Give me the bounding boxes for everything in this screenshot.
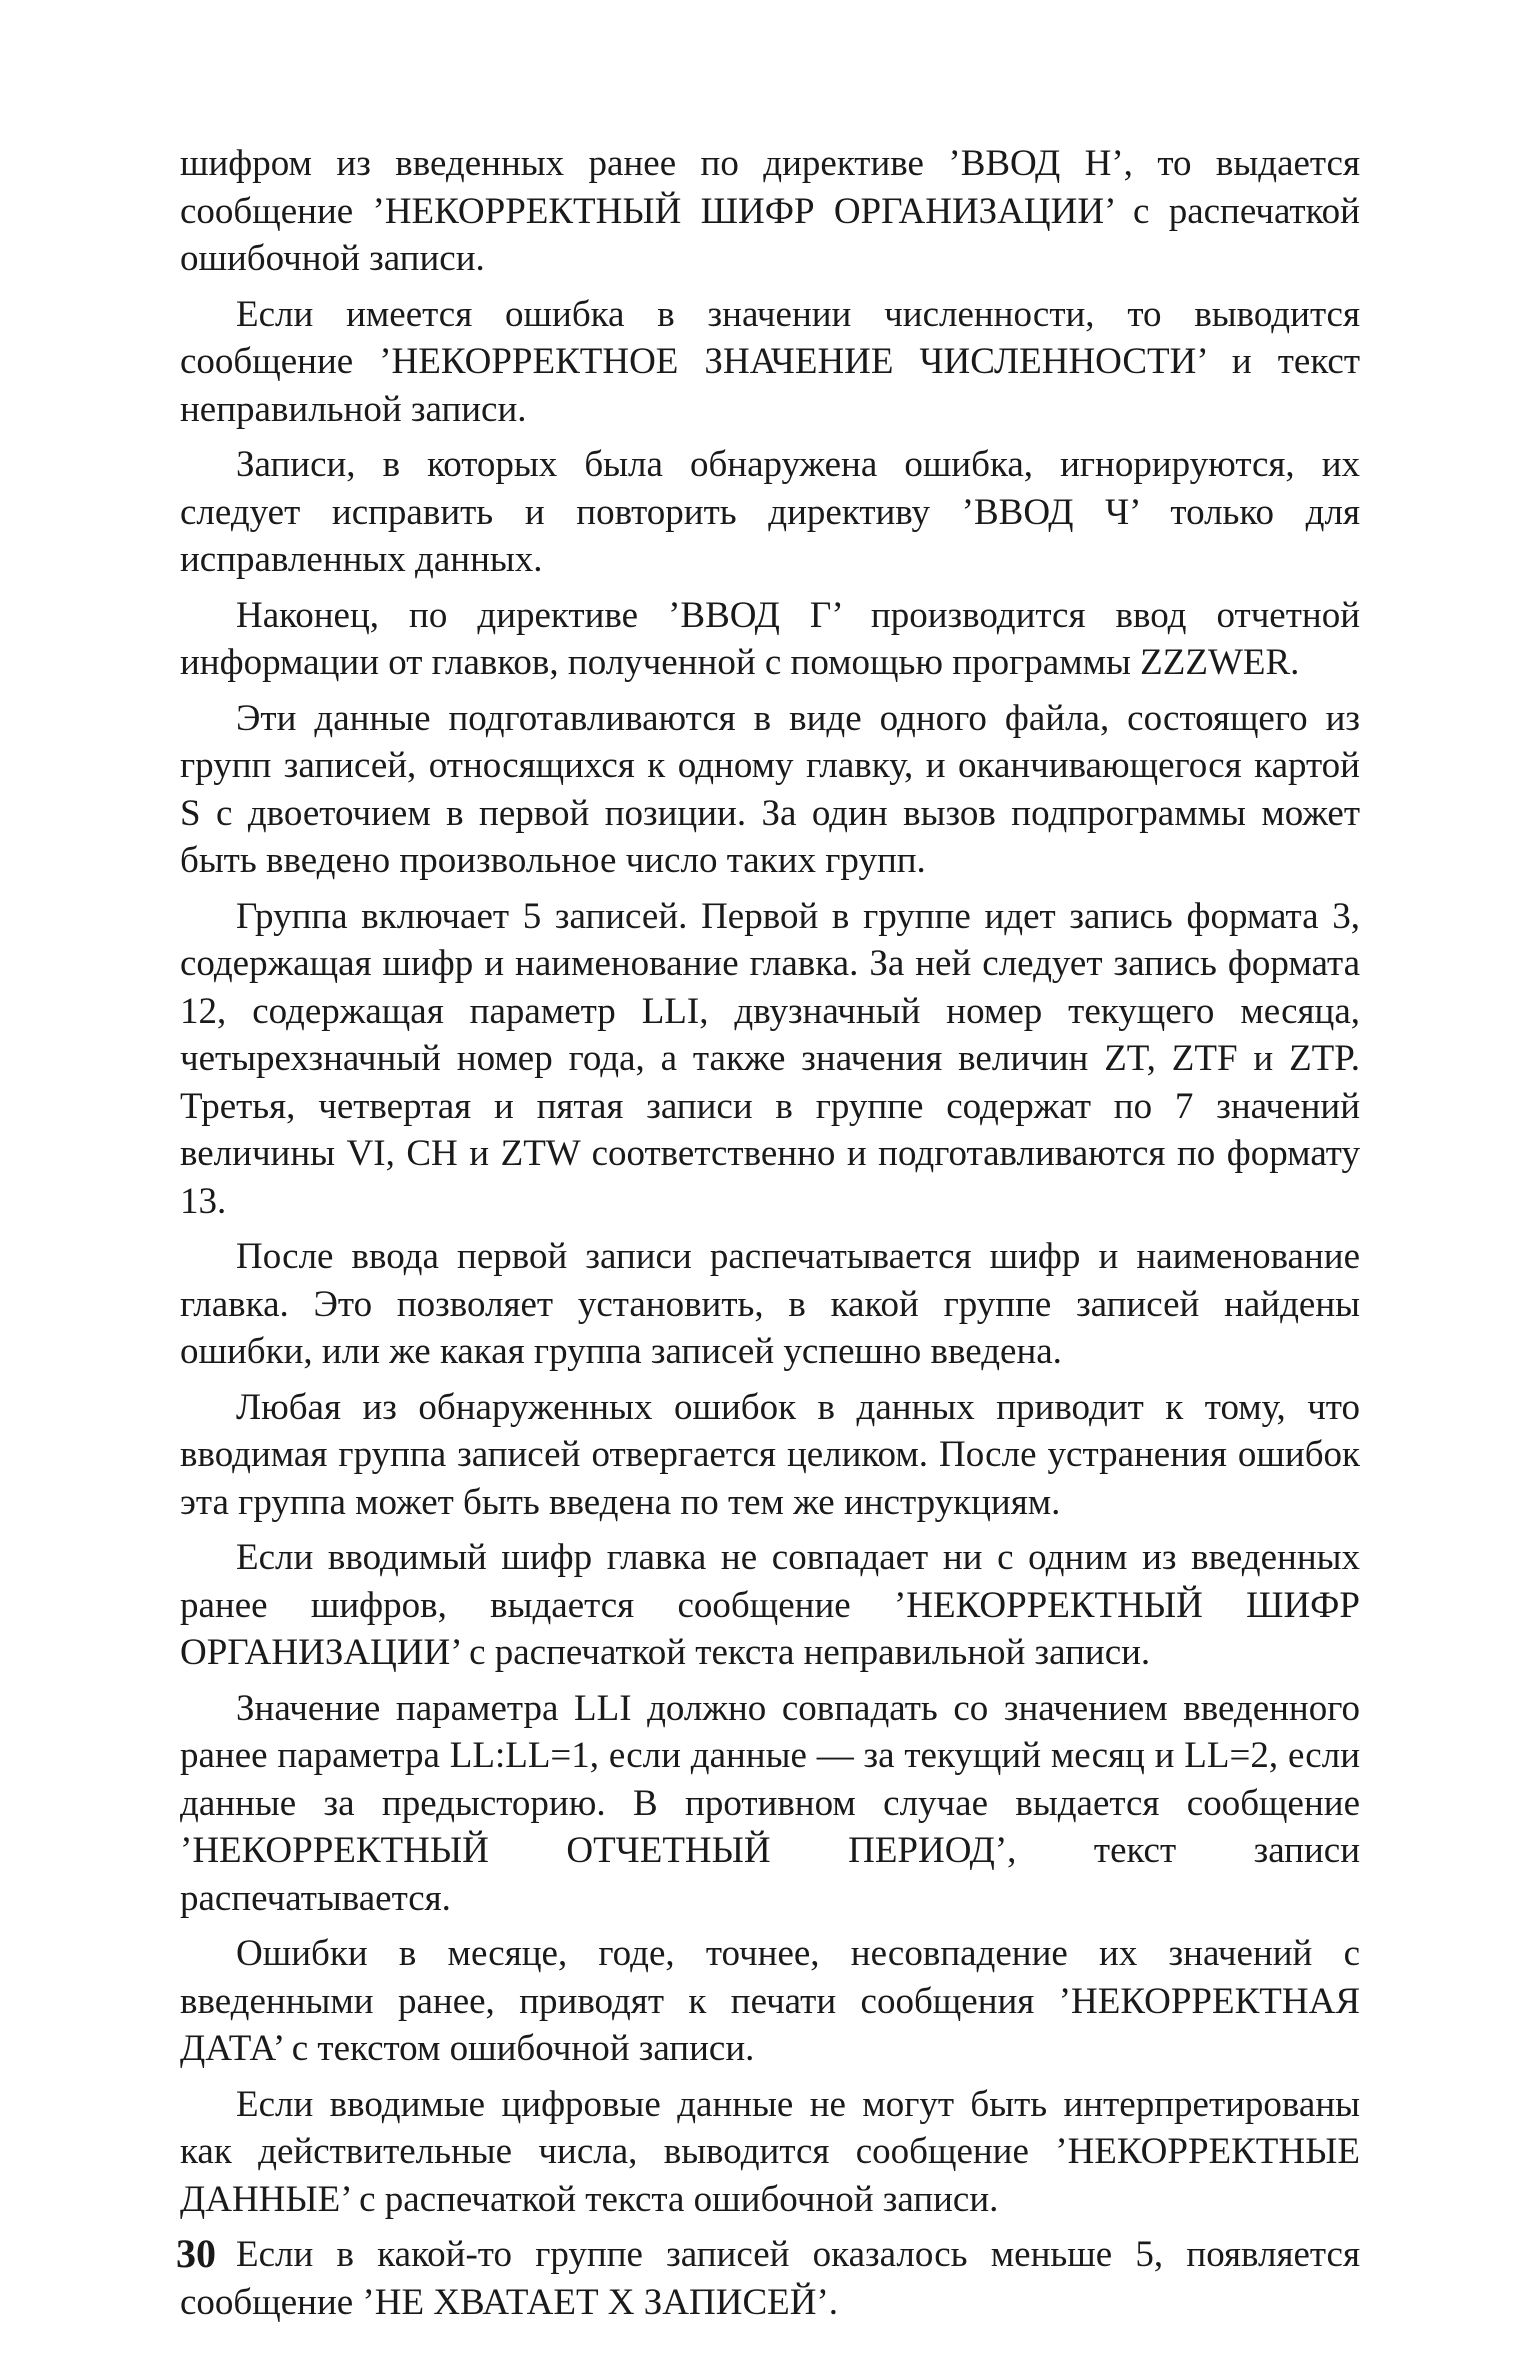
paragraph-2: Если имеется ошибка в значении численности, то выводится сообщение ’НЕКОРРЕКТНОЕ ЗНАЧЕНИЕ ЧИСЛЕННОСТИ’ и текст неправильной записи. xyxy=(180,293,1360,430)
paragraph-8: Любая из обнаруженных ошибок в данных приводит к тому, что вводимая группа записей отвергается целиком. После устранения ошибок эта группа может быть введена по тем же инструкциям. xyxy=(180,1386,1360,1523)
paragraph-6: Группа включает 5 записей. Первой в группе идет запись формата 3, содержащая шифр и наименование главка. За ней следует запись формата 12, содержащая параметр LLI, двузначный номер текущего месяца, четырехзначный номер года, а также значения величин ZT, ZTF и ZTP. Третья, четвертая и пятая записи в группе содержат по 7 значений величины VI, CH и ZTW соответственно и подготавливаются по формату 13. xyxy=(180,895,1360,1222)
paragraph-10: Значение параметра LLI должно совпадать со значением введенного ранее параметра LL:LL=1, если данные — за текущий месяц и LL=2, если данные за предысторию. В противном случае выдается сообщение ’НЕКОРРЕКТНЫЙ ОТЧЕТНЫЙ ПЕРИОД’, текст записи распечатывается. xyxy=(180,1687,1360,1919)
paragraph-3: Записи, в которых была обнаружена ошибка, игнорируются, их следует исправить и повторить директиву ’ВВОД Ч’ только для исправленных данных. xyxy=(180,444,1360,580)
paragraph-4: Наконец, по директиве ’ВВОД Г’ производится ввод отчетной информации от главков, полученной с помощью программы ZZZWER. xyxy=(180,594,1360,683)
page-body xyxy=(180,140,1360,2334)
page-number: 30 xyxy=(176,2231,216,2276)
paragraph-7: После ввода первой записи распечатывается шифр и наименование главка. Это позволяет установить, в какой группе записей найдены ошибки, или же какая группа записей успешно введена. xyxy=(180,1236,1360,1372)
paragraph-9: Если вводимый шифр главка не совпадает ни с одним из введенных ранее шифров, выдается сообщение ’НЕКОРРЕКТНЫЙ ШИФР ОРГАНИЗАЦИИ’ с распечаткой текста неправильной записи. xyxy=(180,1537,1360,1673)
paragraph-13: Если в какой-то группе записей оказалось меньше 5, появляется сообщение ’НЕ ХВАТАЕТ X ЗАПИСЕЙ’. xyxy=(180,2234,1360,2323)
paragraph-1: шифром из введенных ранее по директиве ’ВВОД Н’, то выдается сообщение ’НЕКОРРЕКТНЫЙ ШИФР ОРГАНИЗАЦИИ’ с распечаткой ошибочной записи. xyxy=(180,143,1360,279)
paragraph-12: Если вводимые цифровые данные не могут быть интерпретированы как действительные числа, выводится сообщение ’НЕКОРРЕКТНЫЕ ДАННЫЕ’ с распечаткой текста ошибочной записи. xyxy=(180,2083,1360,2220)
paragraph-5: Эти данные подготавливаются в виде одного файла, состоящего из групп записей, относящихся к одному главку, и оканчивающегося картой S с двоеточием в первой позиции. За один вызов подпрограммы может быть введено произвольное число таких групп. xyxy=(180,697,1360,881)
paragraph-11: Ошибки в месяце, годе, точнее, несовпадение их значений с введенными ранее, приводят к печати сообщения ’НЕКОРРЕКТНАЯ ДАТА’ с текстом ошибочной записи. xyxy=(180,1933,1360,2069)
